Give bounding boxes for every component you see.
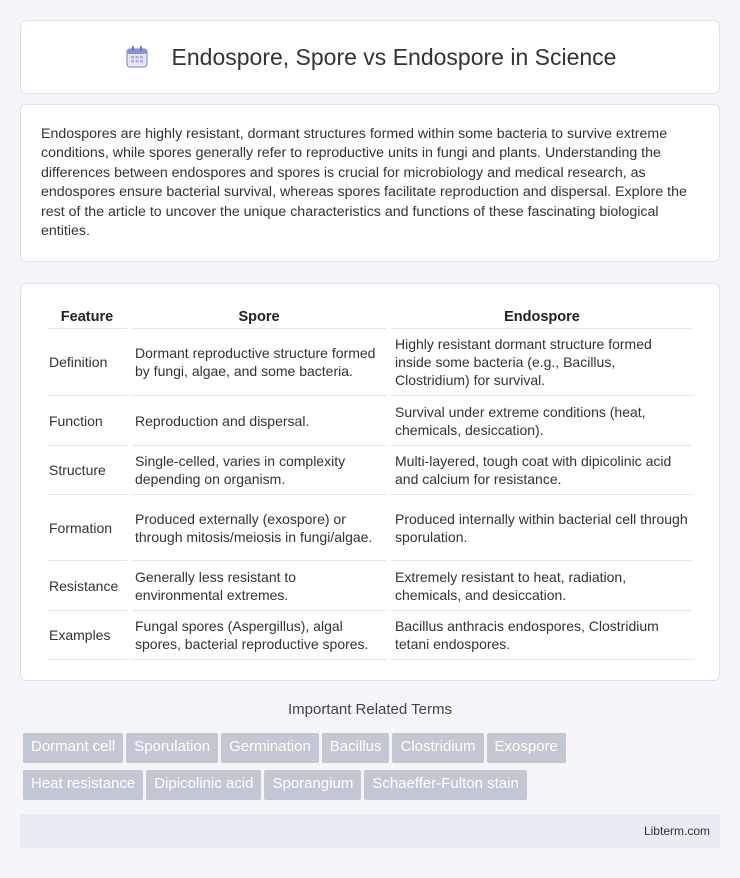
intro-card (20, 104, 720, 262)
spore-cell: Fungal spores (Aspergillus), algal spores, bacterial reproductive spores. (131, 611, 387, 660)
term-tag[interactable]: Dipicolinic acid (146, 770, 261, 800)
table-row (47, 611, 693, 660)
endospore-cell: Multi-layered, tough coat with dipicolinic acid and calcium for resistance. (391, 446, 693, 495)
column-header: Feature (47, 304, 127, 329)
feature-cell: Examples (47, 611, 127, 660)
endospore-cell: Extremely resistant to heat, radiation, chemicals, and desiccation. (391, 561, 693, 611)
spore-cell: Reproduction and dispersal. (131, 396, 387, 446)
table-row (47, 561, 693, 611)
table-row (47, 446, 693, 495)
table-row (47, 495, 693, 561)
table-row (47, 396, 693, 446)
column-header: Endospore (391, 304, 693, 329)
feature-cell: Function (47, 396, 127, 446)
page-title: Endospore, Spore vs Endospore in Science (171, 43, 617, 70)
comparison-table (43, 304, 697, 660)
feature-cell: Resistance (47, 561, 127, 611)
related-terms-title: Important Related Terms (288, 701, 452, 718)
term-tag[interactable]: Dormant cell (23, 733, 123, 763)
calendar-icon (124, 44, 150, 70)
term-tag[interactable]: Sporulation (126, 733, 218, 763)
endospore-cell: Bacillus anthracis endospores, Clostridium tetani endospores. (391, 611, 693, 660)
spore-cell: Dormant reproductive structure formed by fungi, algae, and some bacteria. (131, 329, 387, 396)
endospore-cell: Produced internally within bacterial cell through sporulation. (391, 495, 693, 561)
endospore-cell: Highly resistant dormant structure formed inside some bacteria (e.g., Bacillus, Clostridium) for survival. (391, 329, 693, 396)
term-tag[interactable]: Heat resistance (23, 770, 143, 800)
term-tag[interactable]: Clostridium (392, 733, 483, 763)
related-terms-list (23, 733, 723, 807)
header-card (20, 20, 720, 94)
footer (20, 814, 720, 848)
feature-cell: Definition (47, 329, 127, 396)
intro-text: Endospores are highly resistant, dormant structures formed within some bacteria to survive extreme conditions, while spores generally refer to reproductive units in fungi and plants. Understanding the differences between endospores and spores is crucial for microbiology and medical research, as endospores ensure bacterial survival, whereas spores facilitate reproduction and dispersal. Explore the rest of the article to uncover the unique characteristics and functions of these fascinating biological entities. (41, 126, 687, 240)
table-header-row (47, 304, 693, 329)
endospore-cell: Survival under extreme conditions (heat, chemicals, desiccation). (391, 396, 693, 446)
spore-cell: Generally less resistant to environmental extremes. (131, 561, 387, 611)
column-header: Spore (131, 304, 387, 329)
table-row (47, 329, 693, 396)
feature-cell: Formation (47, 495, 127, 561)
term-tag[interactable]: Exospore (487, 733, 566, 763)
term-tag[interactable]: Bacillus (322, 733, 390, 763)
term-tag[interactable]: Sporangium (264, 770, 361, 800)
footer-link[interactable]: Libterm.com (643, 824, 710, 838)
comparison-card (20, 283, 720, 681)
term-tag[interactable]: Germination (221, 733, 319, 763)
spore-cell: Produced externally (exospore) or through mitosis/meiosis in fungi/algae. (131, 495, 387, 561)
feature-cell: Structure (47, 446, 127, 495)
spore-cell: Single-celled, varies in complexity depending on organism. (131, 446, 387, 495)
term-tag[interactable]: Schaeffer-Fulton stain (364, 770, 526, 800)
